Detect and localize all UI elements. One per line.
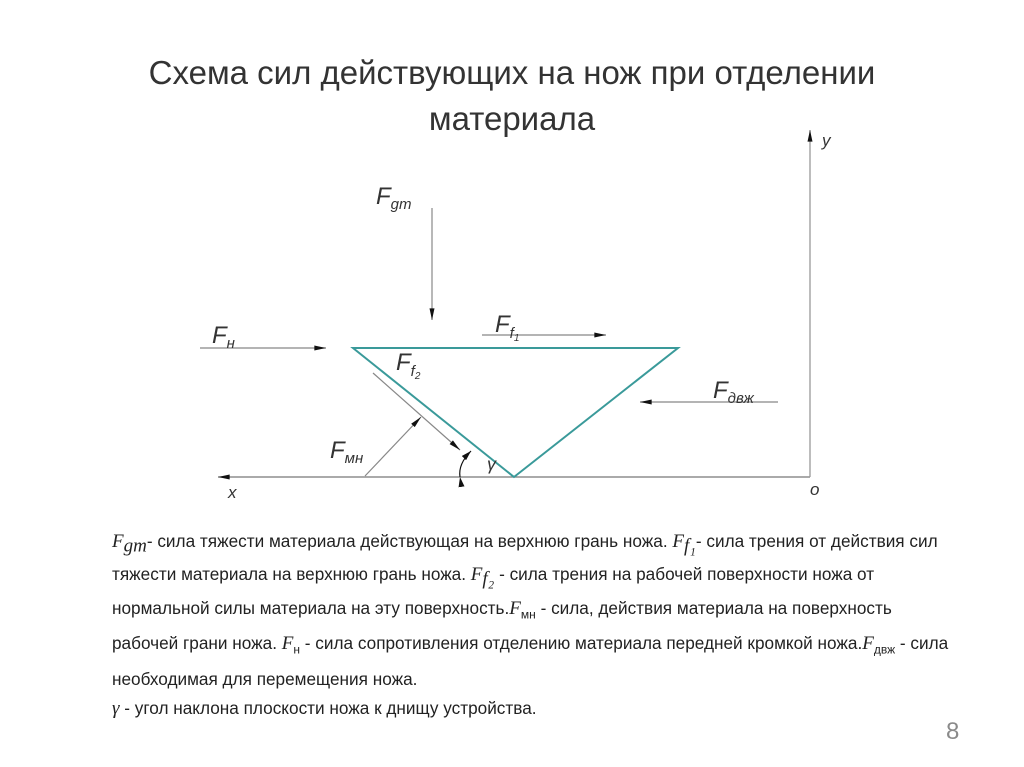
desc-text: - сила сопротивления отделению материала передней кромкой ножа. <box>300 633 863 654</box>
force-description <box>112 527 952 723</box>
y-axis-label: y <box>822 131 831 150</box>
symbol-sub: мн <box>520 607 536 622</box>
desc-text: - сила, действия материала на поверхность рабочей грани ножа. <box>112 597 892 654</box>
angle-arc <box>460 451 471 477</box>
title-line-1: Схема сил действующих на нож при отделении <box>148 54 876 91</box>
symbol: F <box>470 564 483 586</box>
symbol: F <box>281 633 294 655</box>
f-mn-label: $F_{мн}$ <box>330 437 364 467</box>
symbol-sub: двж <box>873 642 896 657</box>
desc-text: - сила тяжести материала действующая на верхнюю грань ножа. <box>146 531 673 551</box>
symbol-sub: f₁ <box>683 535 696 557</box>
symbol: F <box>112 531 124 552</box>
symbol-sub: gm <box>123 535 147 557</box>
desc-text: - сила трения от действия сил тяжести материала на верхнюю грань ножа. <box>112 531 938 585</box>
symbol: F <box>672 531 684 552</box>
page-number: 8 <box>946 718 960 745</box>
f-f2-arrow <box>373 373 460 450</box>
f-gm-label: $F_{gm}$ <box>376 183 412 213</box>
symbol-sub: н <box>293 642 301 657</box>
f-f2-label: $F_f2$ <box>396 349 421 382</box>
f-n-label: $F_н$ <box>212 322 235 352</box>
symbol: γ <box>112 697 120 719</box>
desc-text: - сила трения на рабочей поверхности ножа от нормальной силы материала на эту поверхность. <box>112 564 875 618</box>
symbol-sub: f₂ <box>482 568 495 590</box>
desc-text: - сила необходимая для перемещения ножа. <box>112 633 949 689</box>
desc-text: - угол наклона плоскости ножа к днищу устройства. <box>119 697 537 718</box>
symbol: F <box>862 633 874 655</box>
f-mn-arrow <box>365 417 421 476</box>
x-axis-label: x <box>228 483 237 502</box>
title-line-2: материала <box>428 100 596 137</box>
angle-label: γ <box>487 454 496 474</box>
origin-label: o <box>810 480 820 499</box>
symbol: F <box>509 597 521 619</box>
f-dvzh-label: $F_{двж}$ <box>713 377 754 407</box>
f-f1-label: $F_f1$ <box>495 311 520 344</box>
